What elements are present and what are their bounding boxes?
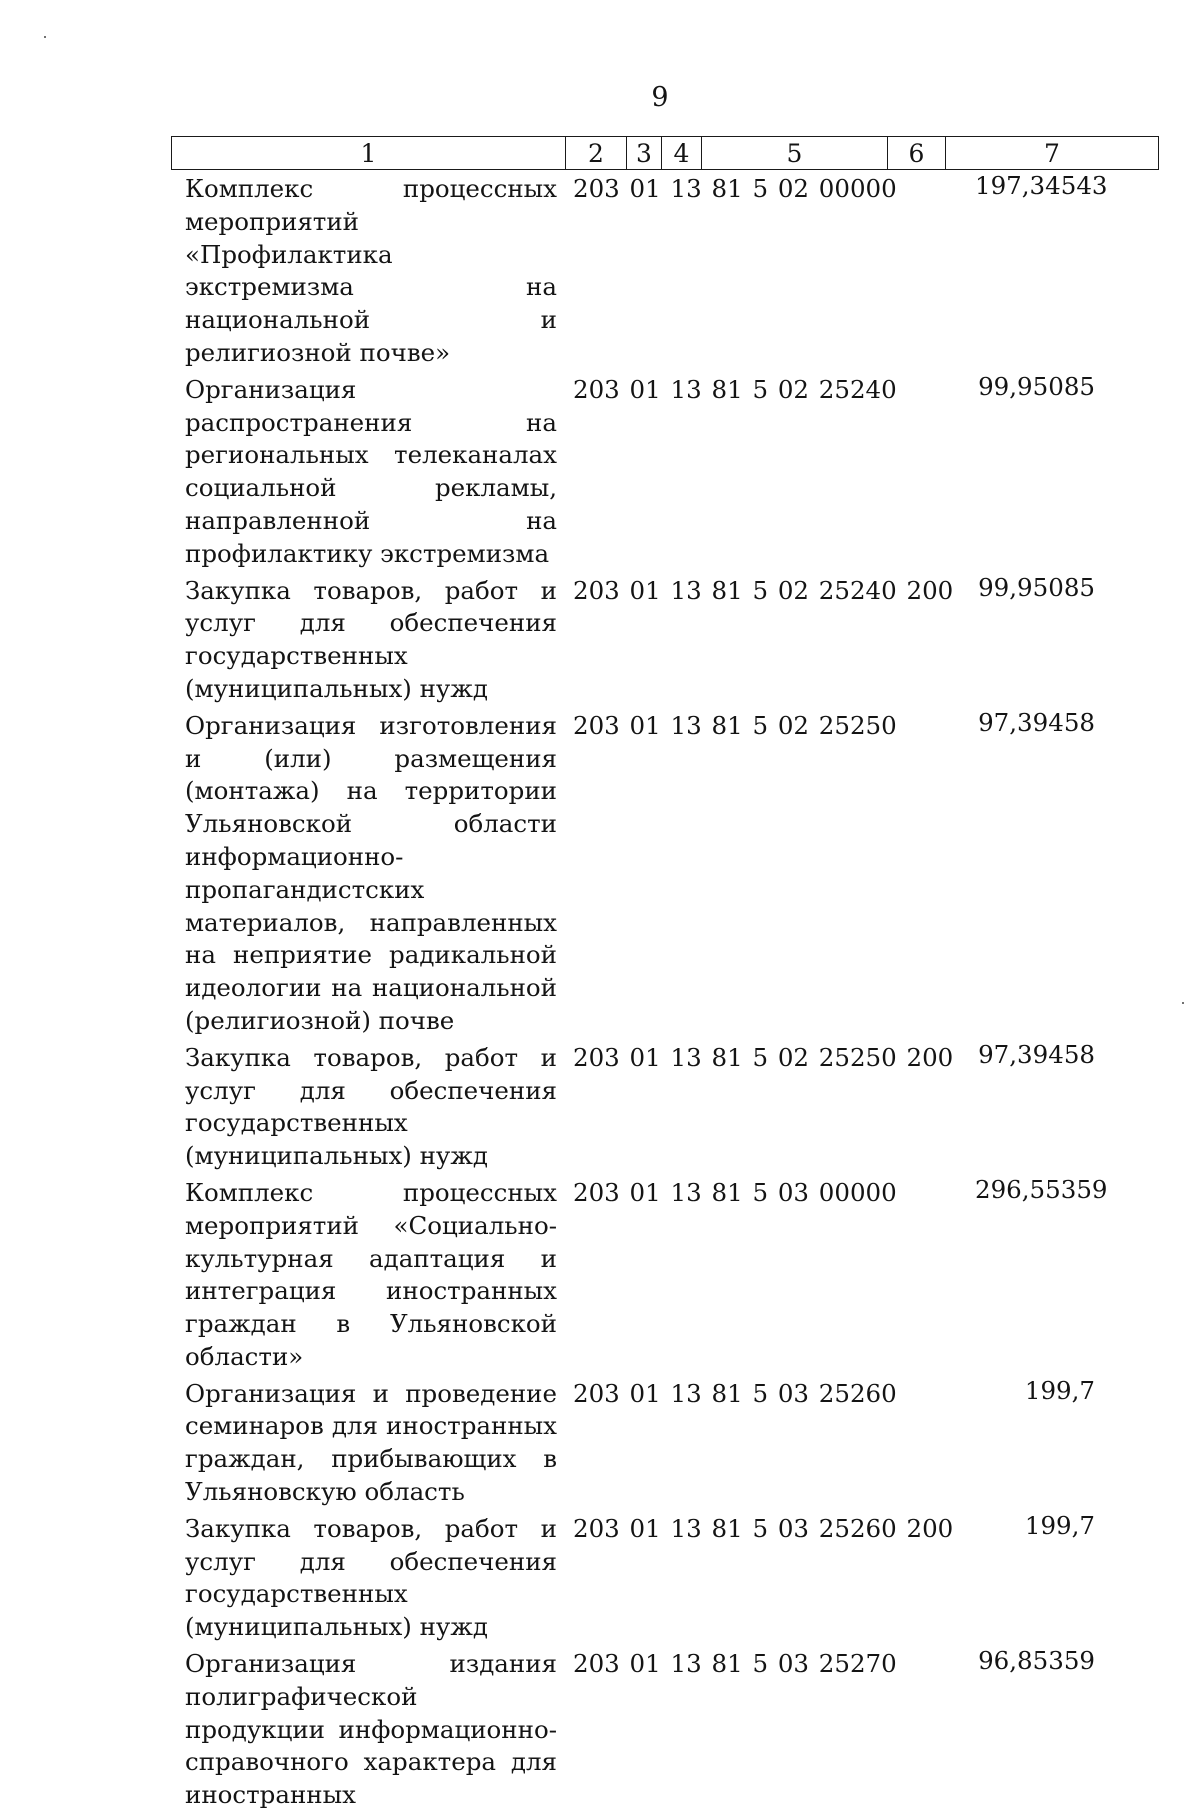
- table-row: [185, 371, 1125, 571]
- table-row: [185, 1174, 1125, 1374]
- row-codes: 203 01 13 81 5 02 25250: [573, 710, 897, 740]
- row-codes: 203 01 13 81 5 02 25250 200: [573, 1042, 954, 1072]
- header-col-5: 5: [701, 137, 887, 169]
- header-col-7: 7: [945, 137, 1158, 169]
- row-codes: 203 01 13 81 5 02 25240: [573, 374, 897, 404]
- table-header: [171, 136, 1159, 170]
- row-codes: 203 01 13 81 5 02 00000: [573, 174, 897, 203]
- table-row: [185, 1375, 1125, 1509]
- row-codes: 203 01 13 81 5 03 00000: [573, 1177, 897, 1207]
- row-codes: 203 01 13 81 5 03 25270: [573, 1649, 897, 1679]
- row-amount: 296,55359: [975, 1174, 1108, 1204]
- scan-speck: [44, 36, 46, 38]
- page-number: 9: [651, 82, 669, 113]
- row-description: Организация распространения на региональных телеканалах социальной рекламы, направленной на профилактику экстремизма: [185, 374, 557, 568]
- table-row: [185, 707, 1125, 1038]
- row-description: Организация изготовления и (или) размещения (монтажа) на территории Ульяновской области информационно-пропагандистских материалов, направленных на неприятие радикальной идеологии на национальной (религиозной) почве: [185, 710, 557, 1035]
- table-row: [185, 173, 1125, 370]
- row-amount: 97,39458: [978, 707, 1095, 737]
- row-amount: 97,39458: [978, 1039, 1095, 1069]
- header-col-6: 6: [887, 137, 945, 169]
- row-description: Закупка товаров, работ и услуг для обеспечения государственных (муниципальных) нужд: [185, 575, 557, 703]
- row-description: Закупка товаров, работ и услуг для обеспечения государственных (муниципальных) нужд: [185, 1042, 557, 1171]
- scan-speck: [1182, 1002, 1184, 1004]
- table-body: [185, 173, 1125, 1816]
- row-amount: 99,95085: [978, 371, 1095, 401]
- row-amount: 197,34543: [975, 171, 1108, 200]
- row-description: Организация и проведение семинаров для иностранных граждан, прибывающих в Ульяновскую область: [185, 1378, 557, 1507]
- header-col-4: 4: [661, 137, 701, 169]
- header-col-1: 1: [360, 138, 377, 168]
- row-description: Организация издания полиграфической продукции информационно-справочного характера для иностранных: [185, 1649, 557, 1810]
- row-amount: 96,85359: [978, 1646, 1095, 1676]
- table-row: [185, 572, 1125, 706]
- table-row: [185, 1648, 1125, 1812]
- header-col-3: 3: [626, 137, 661, 169]
- row-codes: 203 01 13 81 5 03 25260 200: [573, 1513, 954, 1543]
- table-row: [185, 1039, 1125, 1173]
- row-description: Комплекс процессных мероприятий «Профилактика экстремизма на национальной и религиозной почве»: [185, 174, 557, 367]
- header-col-2: 2: [565, 137, 626, 169]
- row-amount: 199,7: [1024, 1510, 1095, 1540]
- row-codes: 203 01 13 81 5 03 25260: [573, 1378, 897, 1408]
- table-row: [185, 1510, 1125, 1644]
- row-amount: 199,7: [1024, 1375, 1095, 1405]
- row-amount: 99,95085: [978, 572, 1095, 602]
- row-codes: 203 01 13 81 5 02 25240 200: [573, 575, 954, 605]
- row-description: Комплекс процессных мероприятий «Социально-культурная адаптация и интеграция иностранных граждан в Ульяновской области»: [185, 1177, 557, 1371]
- row-description: Закупка товаров, работ и услуг для обеспечения государственных (муниципальных) нужд: [185, 1513, 557, 1642]
